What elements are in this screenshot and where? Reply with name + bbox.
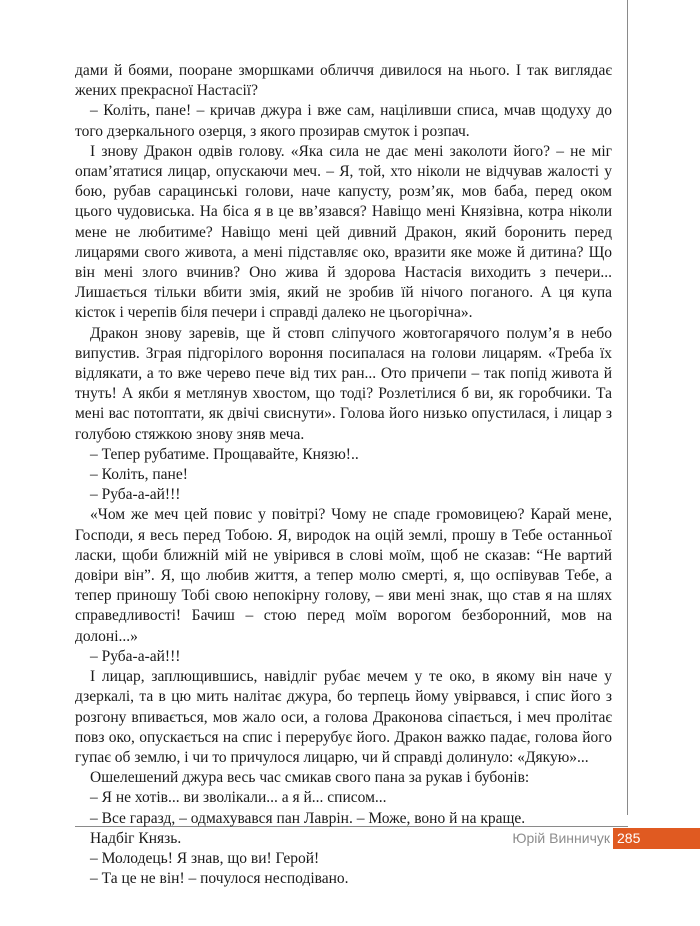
paragraph-12: – Я не хотів... ви зволікали... а я й... списом... <box>90 789 387 807</box>
paragraph-8: «Чом же меч цей повис у повітрі? Чому не спаде громовицею? Карай мене, Господи, я весь перед Тобою. Я, виродок на оцій землі, прошу в Тебе останньої ласки, щоби ближній мій не увірився в слові моїм, щоб не сказав: “Не вартий довіри він”. Я, що любив життя, а тепер молю смерті, я, що оспівував Тебе, а тепер приношу Тобі свою непокірну голову, – яви мені знак, що став я на шлях справедливості! Бачиш – стою перед моїм ворогом безборонний, мов на долоні...» <box>75 506 612 645</box>
paragraph-15: – Молодець! Я знав, що ви! Герой! <box>90 849 320 867</box>
paragraph-4: Дракон знову заревів, ще й стовп сліпучого жовтогарячого полум’я в небо випустив. Зграя підгорілого вороння посипалася на голови лицарям. «Треба їх відлякати, а то вже черево пече від тих ран... Ото причепи – так попід живота й тнуть! А якби я метлянув хвостом, що тоді? Розлетілися б ви, як горобчики. Та мені вас потоптати, як двічі свиснути». Голова його низько опустилася, і лицар з голубою стяжкою знову зняв меча. <box>75 324 612 443</box>
paragraph-10: І лицар, заплющившись, навідліг рубає мечем у те око, в якому він наче у дзеркалі, та в цю мить налітає джура, бо терпець йому увірвався, і спис його з розгону впивається, мов жало оси, а голова Драконова сіпається, і меч пролітає повз око, опускається на спис і перерубує його. Дракон важко падає, голова його гупає об землю, і чи то причулося лицарю, чи й справді долинуло: «Дякую»... <box>75 668 612 766</box>
page-body-text <box>75 61 612 889</box>
paragraph-11: Ошелешений джура весь час смикав свого пана за рукав і бубонів: <box>90 769 530 787</box>
paragraph-9: – Руба-а-ай!!! <box>90 647 181 665</box>
paragraph-7: – Руба-а-ай!!! <box>90 486 181 504</box>
paragraph-1: дами й боями, пооране зморшками обличчя дивилося на нього. І так виглядає жених прекрасної Настасії? <box>75 62 612 100</box>
paragraph-13: – Все гаразд, – одмахувався пан Лаврін. – Може, воно й на краще. <box>90 809 526 827</box>
margin-rule-vertical <box>627 0 628 815</box>
paragraph-14: Надбіг Князь. <box>90 829 182 847</box>
paragraph-5: – Тепер рубатиме. Прощавайте, Князю!.. <box>90 445 359 463</box>
paragraph-3: І знову Дракон одвів голову. «Яка сила не дає мені заколоти його? – не міг опам’ятатися лицар, опускаючи меч. – Я, той, хто ніколи не відчував жалості у бою, рубав сарацинські голови, наче капусту, розм’як, мов баба, перед оком цього чудовиська. На біса я в це вв’язався? Навіщо мені Князівна, котра ніколи мене не любитиме? Навіщо мені цей дивний Дракон, який боронить перед лицарями свого живота, а мені підставляє око, вразити яке може й дитина? Що він мені злого вчинив? Оно жива й здорова Настасія виходить з печери... Лишається тільки вбити змія, який не зробив їй нічого поганого. А ця купа кісток і черепів біля печери і справді далеко не цьогорічна». <box>75 142 612 322</box>
paragraph-6: – Коліть, пане! <box>90 466 188 484</box>
footer-author: Юрій Винничук <box>512 830 610 846</box>
page-number: 285 <box>617 830 641 846</box>
paragraph-16: – Та це не він! – почулося несподівано. <box>90 870 349 888</box>
paragraph-2: – Коліть, пане! – кричав джура і вже сам, націливши списа, мчав щодуху до того дзеркального озерця, з якого прозирав смуток і розпач. <box>75 102 612 140</box>
